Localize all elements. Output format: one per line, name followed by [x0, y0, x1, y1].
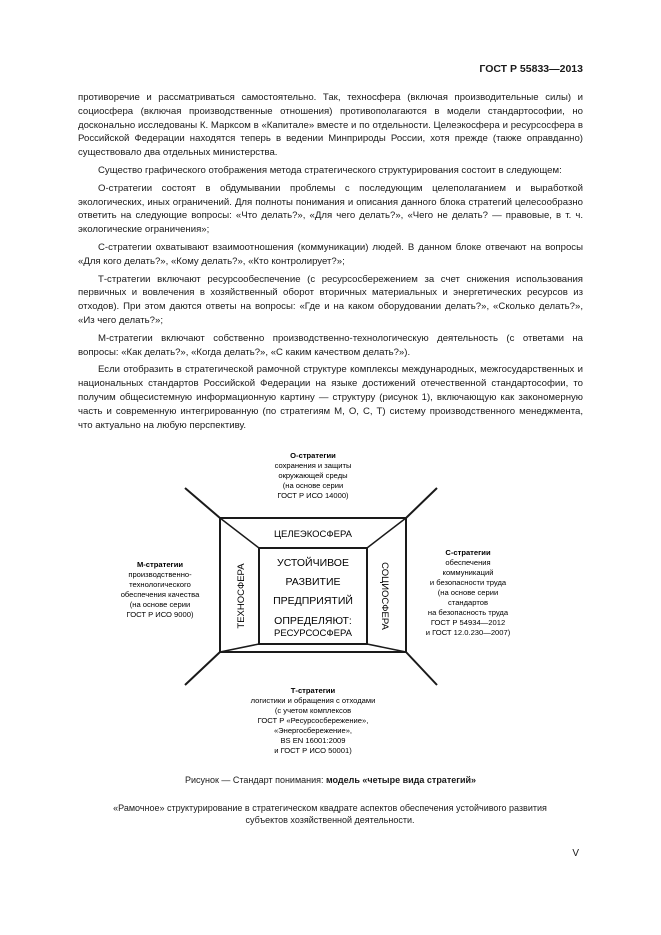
inner-diagonal: [367, 518, 406, 548]
top-strategy-line: ГОСТ Р ИСО 14000): [277, 491, 349, 500]
left-strategy-line: технологического: [129, 580, 191, 589]
strategy-figure: [0, 440, 661, 770]
top-strategy-line: сохранения и защиты: [274, 461, 352, 470]
caption-bold: модель «четыре вида стратегий»: [326, 775, 477, 785]
paragraph: Т-стратегии включают ресурсообеспечение (с ресурсосбережением за счет снижения использования первичных и вовлечения в хозяйственный оборот вторичных материальных и энергетических ресурсов из отходов). При этом даются ответы на вопросы: «Где и на каком оборудовании делать?», «Сколько делать?», «Из чего делать?»;: [78, 273, 583, 326]
bottom-strategy-line: (с учетом комплексов: [274, 706, 352, 715]
left-strategy-line: обеспечения качества: [120, 590, 200, 599]
right-strategy-line: и ГОСТ 12.0.230—2007): [425, 628, 511, 637]
paragraph: М-стратегии включают собственно производственно-технологическую деятельность (с ответами на вопросы: «Как делать?», «Когда делать?», «С каким качеством делать?»).: [78, 332, 583, 358]
document-code: ГОСТ Р 55833—2013: [479, 63, 583, 75]
left-strategy-line: ГОСТ Р ИСО 9000): [126, 610, 194, 619]
figure-caption: [0, 775, 661, 785]
center-text: РАЗВИТИЕ: [285, 576, 341, 588]
left-strategy-line: производственно-: [128, 570, 192, 579]
paragraph: С-стратегии охватывают взаимоотношения (коммуникации) людей. В данном блоке отвечают на вопросы «Для кого делать?», «Кому делать?», «Кто контролирует?»;: [78, 241, 583, 267]
figure-note: «Рамочное» структурирование в стратегическом квадрате аспектов обеспечения устойчивого развития субъектов хозяйственной деятельности.: [113, 803, 547, 825]
right-strategy-line: стандартов: [448, 598, 488, 607]
diagonal-line: [406, 652, 437, 685]
bottom-strategy-line: BS EN 16001:2009: [280, 736, 346, 745]
right-strategy-line: обеспечения: [445, 558, 491, 567]
right-strategy-line: коммуникаций: [442, 568, 494, 577]
sphere-top-label: ЦЕЛЕЭКОСФЕРА: [273, 529, 353, 540]
right-strategy-block: [426, 548, 511, 637]
left-strategy-line: М-стратегии: [136, 560, 184, 569]
paragraph: Если отобразить в стратегической рамочной структуре комплексы международных, межгосударственных и национальных стандартов Российской Федерации на языке достижений отечественной стандартософии, то получим общесистемную информационную картину — структуру (рисунок 1), включающую как закономерную часть и современную интегрированную (по стратегиям М, О, С, Т) систему производственного менеджмента, что актуально на любую перспективу.: [78, 364, 583, 431]
bottom-strategy-line: логистики и обращения с отходами: [250, 696, 376, 705]
sphere-right-label: СОЦИОСФЕРА: [379, 562, 390, 630]
center-text: ОПРЕДЕЛЯЮТ:: [274, 615, 352, 627]
center-text: УСТОЙЧИВОЕ: [277, 557, 349, 569]
bottom-strategy-line: Т-стратегии: [290, 686, 336, 695]
diagonal-line: [185, 488, 220, 518]
diagonal-line: [185, 652, 220, 685]
body-text: [78, 91, 583, 436]
top-strategy-line: окружающей среды: [278, 471, 348, 480]
bottom-strategy-line: и ГОСТ Р ИСО 50001): [274, 746, 352, 755]
top-strategy-line: (на основе серии: [282, 481, 344, 490]
center-text: ПРЕДПРИЯТИЙ: [273, 595, 353, 607]
right-strategy-line: С-стратегии: [445, 548, 491, 557]
sphere-bottom-label: РЕСУРСОСФЕРА: [274, 628, 352, 639]
top-strategy-block: [275, 451, 352, 500]
bottom-strategy-line: «Энергосбережение»,: [273, 726, 353, 735]
paragraph: Существо графического отображения метода стратегического структурирования состоит в следующем:: [98, 164, 562, 176]
right-strategy-line: на безопасность труда: [427, 608, 509, 617]
sphere-left-label: ТЕХНОСФЕРА: [236, 563, 247, 629]
diagonal-line: [406, 488, 437, 518]
caption-prefix: Рисунок — Стандарт понимания:: [184, 775, 327, 785]
bottom-strategy-line: ГОСТ Р «Ресурсосбережение»,: [257, 716, 369, 725]
bottom-strategy-block: [251, 686, 376, 755]
inner-diagonal: [367, 644, 406, 652]
inner-diagonal: [220, 518, 259, 548]
page-number: V: [572, 848, 579, 859]
left-strategy-block: [121, 560, 200, 619]
inner-diagonal: [220, 644, 259, 652]
right-strategy-line: ГОСТ Р 54934—2012: [430, 618, 506, 627]
right-strategy-line: и безопасности труда: [429, 578, 507, 587]
paragraph: противоречие и рассматриваться самостоятельно. Так, техносфера (включая производительные силы) и социосфера (включая производственные отношения) противополагаются в модели стандартософии, но досконально исследованы К. Марксом в «Капитале» вместе и по отдельности. Целеэкосфера и ресурсосфера в Российской Федерации находятся теперь в ведении Минприроды России, хотя прежде (также оправданно) существовало два отдельных министерства.: [78, 92, 583, 159]
left-strategy-line: (на основе серии: [129, 600, 191, 609]
paragraph: О-стратегии состоят в обдумывании проблемы с последующим целеполаганием и выработкой экологических, иных ограничений. Для полноты понимания и описания данного блока стратегий целесообразно ответить на следующие вопросы: «Что делать?», «Для чего делать?», «Чего не делать? — правовые, в т. ч. экологические ограничения»;: [78, 182, 583, 236]
top-strategy-line: О-стратегии: [290, 451, 336, 460]
right-strategy-line: (на основе серии: [437, 588, 499, 597]
